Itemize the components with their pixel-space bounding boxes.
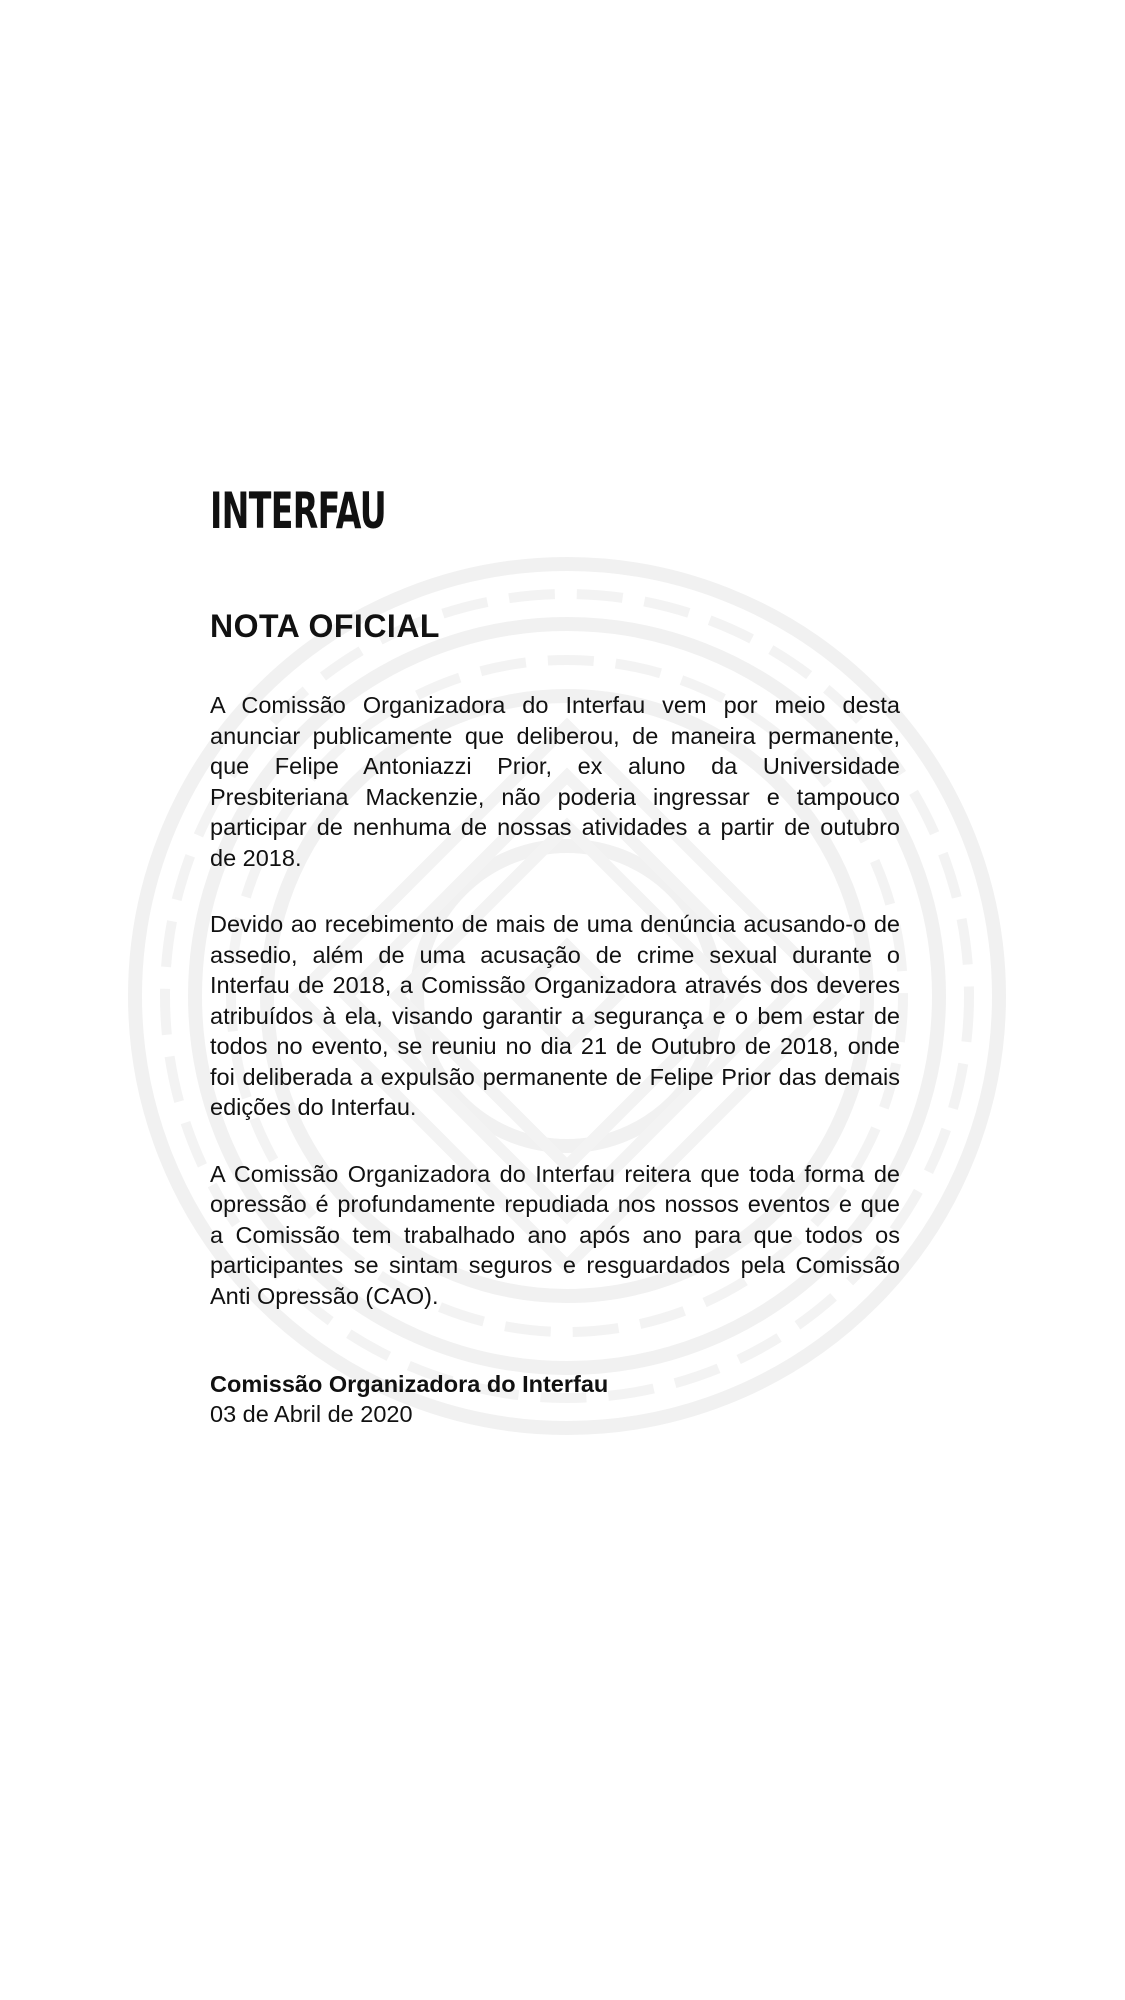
page-title: NOTA OFICIAL <box>210 608 440 644</box>
signature-block <box>210 1369 900 1429</box>
signature-date: 03 de Abril de 2020 <box>210 1401 413 1427</box>
interfau-logo <box>210 480 386 540</box>
paragraph-reiteration: A Comissão Organizadora do Interfau reitera que toda forma de opressão é profundamente repudiada nos nossos eventos e que a Comissão tem trabalhado ano após ano para que todos os participantes se sintam seguros e resguardados pela Comissão Anti Opressão (CAO). <box>210 1160 900 1309</box>
signature-name: Comissão Organizadora do Interfau <box>210 1371 609 1397</box>
official-note <box>210 480 900 1429</box>
svg-text:INTERFAU: INTERFAU <box>210 482 386 540</box>
paragraph-reason: Devido ao recebimento de mais de uma denúncia acusando-o de assedio, além de uma acusação de crime sexual durante o Interfau de 2018, a Comissão Organizadora através dos deveres atribuídos à ela, visando garantir a segurança e o bem estar de todos no evento, se reuniu no dia 21 de Outubro de 2018, onde foi deliberada a expulsão permanente de Felipe Prior das demais edições do Interfau. <box>210 911 900 1120</box>
paragraph-announcement: A Comissão Organizadora do Interfau vem por meio desta anunciar publicamente que deliberou, de maneira permanente, que Felipe Antoniazzi Prior, ex aluno da Universidade Presbiteriana Mackenzie, não poderia ingressar e tampouco participar de nenhuma de nossas atividades a partir de outubro de 2018. <box>210 692 900 871</box>
